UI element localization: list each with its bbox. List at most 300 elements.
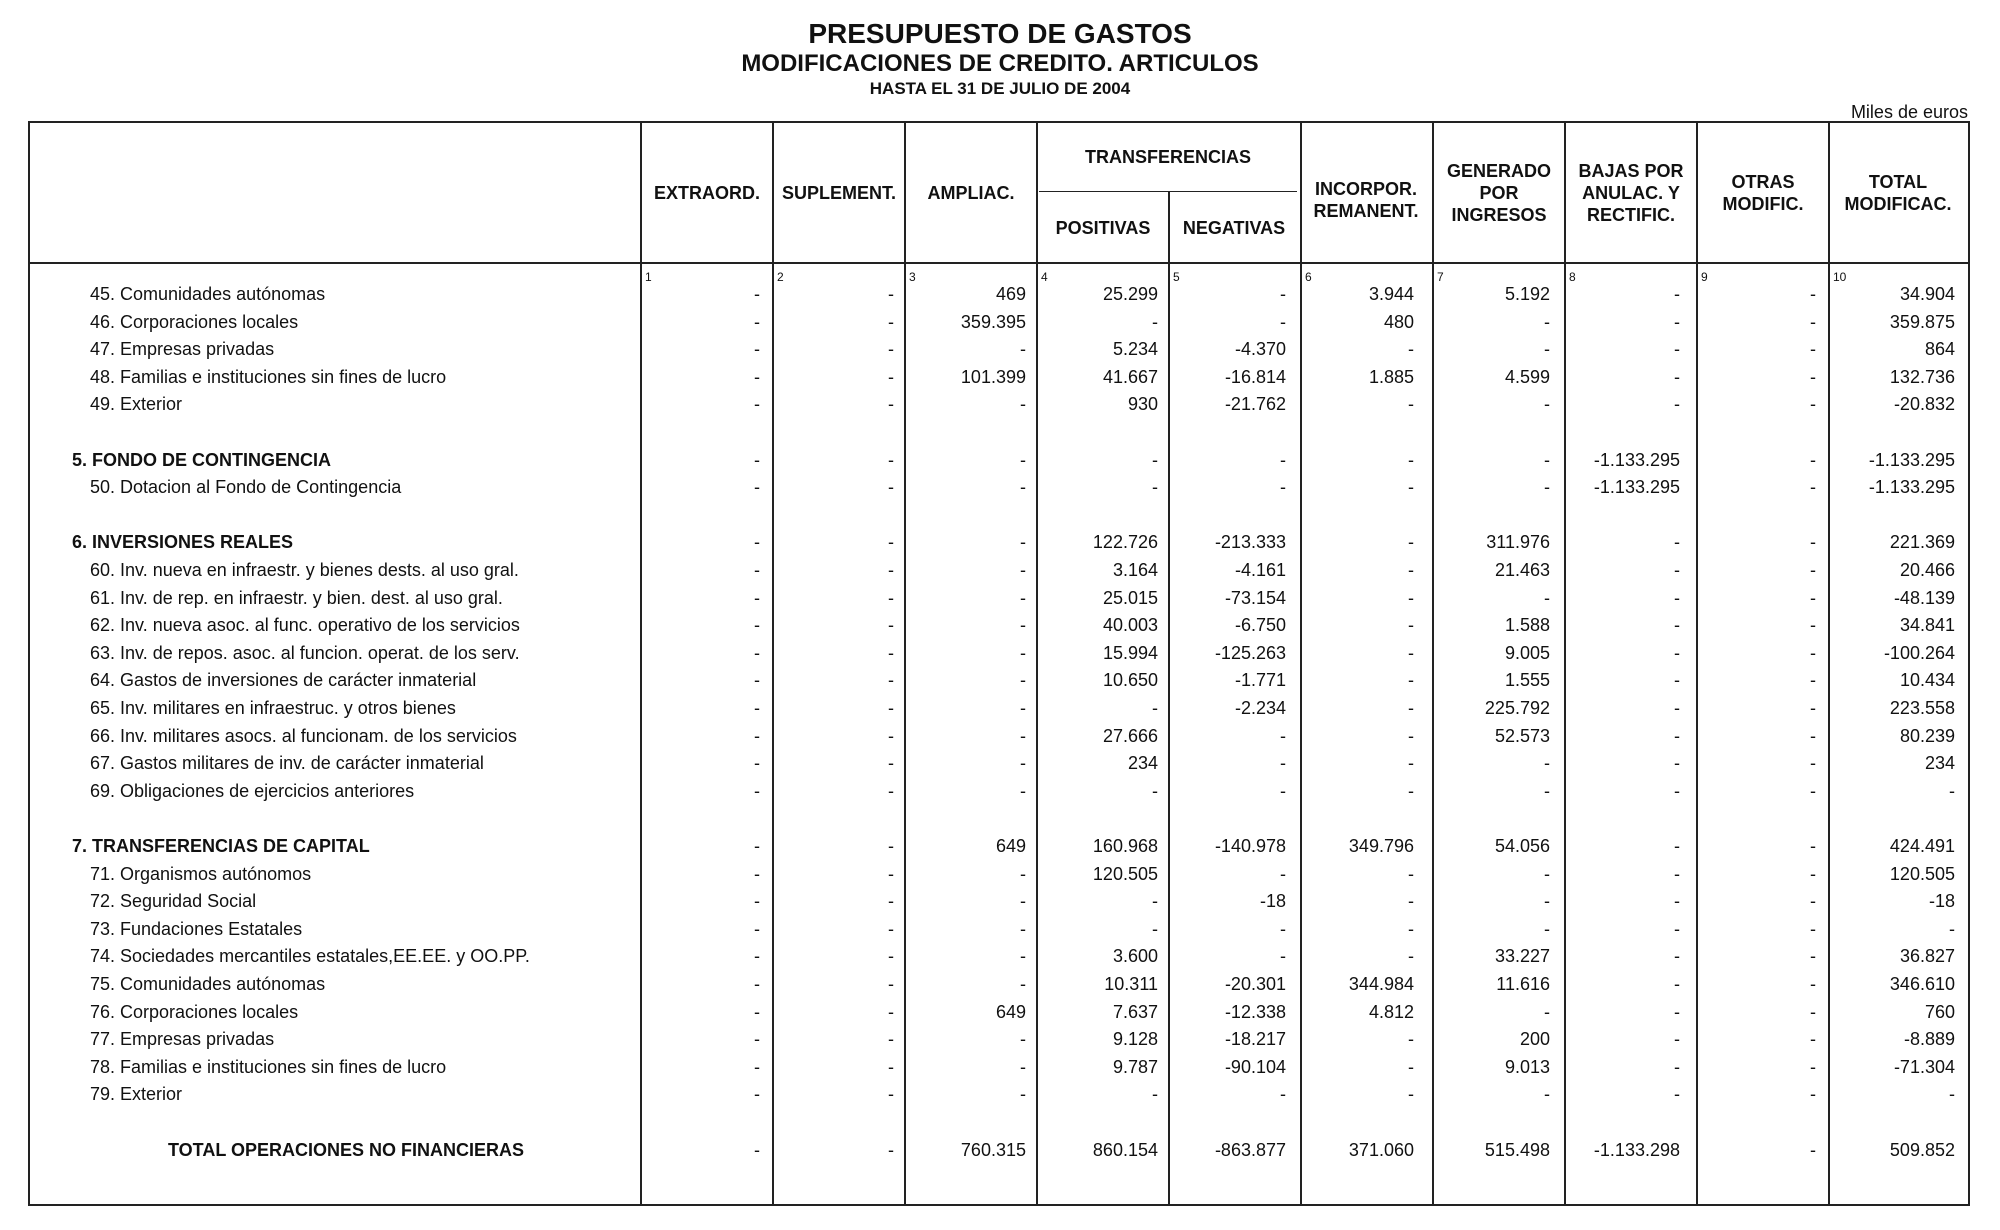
cell-value: -: [888, 532, 894, 552]
cell-value: 25.015: [1102, 588, 1158, 608]
cell-value: -: [1674, 284, 1680, 304]
cell-value: -: [1408, 726, 1414, 746]
cell-value: -: [1810, 1057, 1816, 1077]
cell-value: 649: [995, 836, 1026, 856]
table-row: [30, 861, 1972, 888]
cell-value: 860.154: [1092, 1140, 1158, 1160]
cell-value: -: [1674, 670, 1680, 690]
cell-value: -: [1280, 781, 1286, 801]
cell-value: -: [1544, 339, 1550, 359]
cell-value: 34.841: [1899, 615, 1955, 635]
cell-value: 234: [1127, 753, 1158, 773]
row-label: 46. Corporaciones locales: [90, 312, 299, 332]
cell-value: -: [1544, 394, 1550, 414]
cell-value: -12.338: [1224, 1002, 1286, 1022]
cell-value: 27.666: [1102, 726, 1158, 746]
cell-value: -: [1810, 1140, 1816, 1160]
row-label: 75. Comunidades autónomas: [90, 974, 326, 994]
cell-value: -73.154: [1224, 588, 1286, 608]
cell-value: -: [1810, 367, 1816, 387]
row-label: 62. Inv. nueva asoc. al func. operativo de los servicios: [90, 615, 520, 635]
cell-value: 649: [995, 1002, 1026, 1022]
table-row: [30, 999, 1972, 1026]
cell-value: -4.370: [1234, 339, 1286, 359]
cell-value: -: [888, 588, 894, 608]
cell-value: 359.875: [1889, 312, 1955, 332]
cell-value: 349.796: [1348, 836, 1414, 856]
table-row: [30, 364, 1972, 391]
cell-value: -: [1280, 726, 1286, 746]
cell-value: -: [1280, 1084, 1286, 1104]
cell-value: -21.762: [1224, 394, 1286, 414]
cell-value: -: [754, 477, 760, 497]
cell-value: -: [1408, 532, 1414, 552]
cell-value: 160.968: [1092, 836, 1158, 856]
row-label: 67. Gastos militares de inv. de carácter inmaterial: [90, 753, 484, 773]
cell-value: -16.814: [1224, 367, 1286, 387]
cell-value: 359.395: [960, 312, 1026, 332]
cell-value: -: [754, 891, 760, 911]
header-bottom-rule: [30, 262, 1970, 264]
table-row: [30, 1137, 1972, 1164]
cell-value: -: [1949, 781, 1955, 801]
cell-value: -: [1020, 450, 1026, 470]
cell-value: 3.164: [1112, 560, 1158, 580]
cell-value: -: [888, 339, 894, 359]
cell-value: 21.463: [1494, 560, 1550, 580]
cell-value: -: [1408, 946, 1414, 966]
cell-value: -: [754, 753, 760, 773]
cell-value: -: [1544, 1002, 1550, 1022]
cell-value: -: [1020, 753, 1026, 773]
cell-value: -: [1810, 394, 1816, 414]
table-row: [30, 833, 1972, 860]
row-label: 79. Exterior: [90, 1084, 183, 1104]
cell-value: -: [754, 698, 760, 718]
cell-value: -: [1810, 726, 1816, 746]
cell-value: -: [888, 477, 894, 497]
cell-value: 311.976: [1486, 532, 1550, 552]
cell-value: -1.133.295: [1868, 477, 1955, 497]
cell-value: -: [1408, 864, 1414, 884]
cell-value: -: [1674, 1057, 1680, 1077]
cell-value: -18: [1259, 891, 1286, 911]
table-row: [30, 309, 1972, 336]
table-row: [30, 778, 1972, 805]
cell-value: -: [1810, 450, 1816, 470]
cell-value: -: [1674, 864, 1680, 884]
cell-value: -: [1674, 698, 1680, 718]
cell-value: 36.827: [1899, 946, 1955, 966]
cell-value: -: [1674, 532, 1680, 552]
cell-value: -: [1810, 864, 1816, 884]
cell-value: -: [1020, 698, 1026, 718]
report-titles: [0, 18, 2000, 100]
cell-value: 760: [1924, 1002, 1955, 1022]
budget-table: [28, 121, 1970, 1206]
cell-value: -: [888, 836, 894, 856]
cell-value: 930: [1127, 394, 1158, 414]
report-date-line: HASTA EL 31 DE JULIO DE 2004: [869, 79, 1131, 98]
cell-value: -: [1810, 312, 1816, 332]
cell-value: -: [1280, 864, 1286, 884]
row-label: 49. Exterior: [90, 394, 183, 414]
cell-value: 4.599: [1504, 367, 1550, 387]
cell-value: -: [888, 891, 894, 911]
cell-value: 509.852: [1889, 1140, 1955, 1160]
cell-value: 34.904: [1899, 284, 1955, 304]
table-row: [30, 281, 1972, 308]
cell-value: -: [1408, 643, 1414, 663]
cell-value: -: [888, 1057, 894, 1077]
row-label: 48. Familias e instituciones sin fines de lucro: [90, 367, 447, 387]
cell-value: -: [1280, 946, 1286, 966]
cell-value: -: [1280, 450, 1286, 470]
cell-value: -1.133.295: [1593, 477, 1680, 497]
cell-value: -: [888, 974, 894, 994]
cell-value: -: [754, 1140, 760, 1160]
cell-value: -: [888, 643, 894, 663]
col-header-ampliac: AMPLIAC.: [927, 182, 1015, 203]
cell-value: -: [1020, 532, 1026, 552]
cell-value: -: [754, 726, 760, 746]
cell-value: -: [754, 588, 760, 608]
cell-value: -: [1674, 974, 1680, 994]
row-label: 71. Organismos autónomos: [90, 864, 312, 884]
cell-value: -: [1020, 339, 1026, 359]
cell-value: 10.311: [1104, 974, 1158, 994]
cell-value: -: [888, 946, 894, 966]
cell-value: -: [1674, 312, 1680, 332]
cell-value: -: [1674, 946, 1680, 966]
cell-value: -863.877: [1214, 1140, 1286, 1160]
cell-value: 33.227: [1494, 946, 1550, 966]
cell-value: 101.399: [960, 367, 1026, 387]
cell-value: 515.498: [1484, 1140, 1550, 1160]
cell-value: -: [888, 615, 894, 635]
cell-value: -: [1020, 864, 1026, 884]
cell-value: -: [754, 781, 760, 801]
col-header-generado: GENERADO POR INGRESOS: [1446, 160, 1551, 225]
cell-value: -: [1810, 919, 1816, 939]
cell-value: -: [1020, 1029, 1026, 1049]
cell-value: 371.060: [1348, 1140, 1414, 1160]
cell-value: -: [1280, 284, 1286, 304]
cell-value: -: [1674, 588, 1680, 608]
cell-value: -: [1674, 891, 1680, 911]
cell-value: -: [1544, 919, 1550, 939]
row-label: 7. TRANSFERENCIAS DE CAPITAL: [72, 836, 370, 856]
cell-value: -18.217: [1224, 1029, 1286, 1049]
table-row: [30, 640, 1972, 667]
cell-value: 3.944: [1368, 284, 1414, 304]
cell-value: -: [1810, 615, 1816, 635]
cell-value: -1.771: [1234, 670, 1286, 690]
cell-value: -: [1408, 394, 1414, 414]
cell-value: -: [1674, 1084, 1680, 1104]
cell-value: 7.637: [1112, 1002, 1158, 1022]
cell-value: -: [1280, 312, 1286, 332]
row-label: 50. Dotacion al Fondo de Contingencia: [90, 477, 402, 497]
cell-value: -: [754, 946, 760, 966]
cell-value: -: [1408, 615, 1414, 635]
table-row: [30, 585, 1972, 612]
cell-value: 10.650: [1102, 670, 1158, 690]
cell-value: -125.263: [1214, 643, 1286, 663]
cell-value: -: [888, 560, 894, 580]
table-row: [30, 667, 1972, 694]
cell-value: 200: [1519, 1029, 1550, 1049]
cell-value: -100.264: [1883, 643, 1955, 663]
column-number: 8: [1569, 270, 1576, 284]
table-row: [30, 529, 1972, 556]
cell-value: -: [1544, 891, 1550, 911]
cell-value: 10.434: [1899, 670, 1955, 690]
cell-value: -: [1020, 588, 1026, 608]
cell-value: 864: [1924, 339, 1955, 359]
cell-value: 221.369: [1889, 532, 1955, 552]
cell-value: -: [1674, 753, 1680, 773]
table-row: [30, 391, 1972, 418]
cell-value: -48.139: [1893, 588, 1955, 608]
cell-value: -: [1280, 477, 1286, 497]
cell-value: -: [1544, 753, 1550, 773]
cell-value: 54.056: [1494, 836, 1550, 856]
cell-value: 344.984: [1348, 974, 1414, 994]
cell-value: 223.558: [1889, 698, 1955, 718]
table-row: [30, 1054, 1972, 1081]
cell-value: 9.005: [1504, 643, 1550, 663]
cell-value: 132.736: [1889, 367, 1955, 387]
cell-value: 760.315: [960, 1140, 1026, 1160]
cell-value: -: [1408, 588, 1414, 608]
table-row: [30, 723, 1972, 750]
cell-value: -: [1674, 781, 1680, 801]
cell-value: -: [754, 1084, 760, 1104]
row-label: 72. Seguridad Social: [90, 891, 257, 911]
cell-value: -: [1810, 1084, 1816, 1104]
cell-value: -: [1152, 477, 1158, 497]
cell-value: -: [1152, 919, 1158, 939]
cell-value: -: [1408, 339, 1414, 359]
cell-value: -: [754, 560, 760, 580]
cell-value: 25.299: [1102, 284, 1158, 304]
row-label: 60. Inv. nueva en infraestr. y bienes dests. al uso gral.: [90, 560, 519, 580]
row-label: 76. Corporaciones locales: [90, 1002, 299, 1022]
cell-value: -: [1544, 1084, 1550, 1104]
cell-value: -: [1020, 919, 1026, 939]
row-label: 65. Inv. militares en infraestruc. y otros bienes: [90, 698, 456, 718]
cell-value: -: [754, 1057, 760, 1077]
cell-value: -: [1408, 450, 1414, 470]
column-number: 9: [1701, 270, 1708, 284]
table-row: [30, 1026, 1972, 1053]
cell-value: -: [754, 284, 760, 304]
cell-value: -: [888, 394, 894, 414]
cell-value: -: [1020, 891, 1026, 911]
cell-value: -: [1810, 1002, 1816, 1022]
cell-value: 9.787: [1112, 1057, 1158, 1077]
cell-value: -: [1674, 615, 1680, 635]
table-row: [30, 695, 1972, 722]
row-label: 66. Inv. militares asocs. al funcionam. de los servicios: [90, 726, 517, 746]
cell-value: -: [1020, 477, 1026, 497]
row-label: 73. Fundaciones Estatales: [90, 919, 303, 939]
cell-value: -: [888, 284, 894, 304]
cell-value: -: [1810, 891, 1816, 911]
cell-value: -: [888, 670, 894, 690]
cell-value: -: [1810, 339, 1816, 359]
cell-value: -: [1280, 753, 1286, 773]
column-number: 5: [1173, 270, 1180, 284]
cell-value: -: [1810, 974, 1816, 994]
cell-value: -: [888, 698, 894, 718]
row-label: 74. Sociedades mercantiles estatales,EE.EE. y OO.PP.: [90, 946, 530, 966]
cell-value: -: [754, 532, 760, 552]
cell-value: 1.555: [1504, 670, 1550, 690]
col-header-total: TOTAL MODIFICAC.: [1844, 171, 1952, 214]
table-row: [30, 916, 1972, 943]
table-row: [30, 971, 1972, 998]
cell-value: -: [1949, 1084, 1955, 1104]
cell-value: -: [1810, 670, 1816, 690]
cell-value: -: [1408, 560, 1414, 580]
cell-value: -: [1020, 1057, 1026, 1077]
cell-value: -1.133.298: [1593, 1140, 1680, 1160]
table-row: [30, 750, 1972, 777]
cell-value: -: [754, 643, 760, 663]
cell-value: -: [1020, 560, 1026, 580]
cell-value: -: [754, 312, 760, 332]
row-label: 45. Comunidades autónomas: [90, 284, 326, 304]
cell-value: -: [1408, 1057, 1414, 1077]
row-label: 6. INVERSIONES REALES: [72, 532, 294, 552]
cell-value: -: [888, 367, 894, 387]
cell-value: -: [754, 670, 760, 690]
cell-value: 80.239: [1899, 726, 1955, 746]
cell-value: -: [888, 753, 894, 773]
cell-value: 3.600: [1112, 946, 1158, 966]
cell-value: -: [1544, 864, 1550, 884]
cell-value: -20.832: [1893, 394, 1955, 414]
row-label: 5. FONDO DE CONTINGENCIA: [72, 450, 332, 470]
cell-value: -: [1544, 477, 1550, 497]
cell-value: -: [1810, 753, 1816, 773]
cell-value: -4.161: [1234, 560, 1286, 580]
cell-value: -: [754, 339, 760, 359]
table-row: [30, 1081, 1972, 1108]
cell-value: -: [1020, 946, 1026, 966]
cell-value: -: [1408, 1084, 1414, 1104]
column-number: 3: [909, 270, 916, 284]
cell-value: -: [888, 919, 894, 939]
cell-value: -: [1674, 836, 1680, 856]
cell-value: -: [754, 1029, 760, 1049]
cell-value: -140.978: [1214, 836, 1286, 856]
cell-value: 52.573: [1494, 726, 1550, 746]
cell-value: 41.667: [1102, 367, 1158, 387]
row-label: 64. Gastos de inversiones de carácter inmaterial: [90, 670, 477, 690]
cell-value: 5.192: [1504, 284, 1550, 304]
cell-value: -: [754, 836, 760, 856]
cell-value: -: [1408, 919, 1414, 939]
cell-value: -: [1810, 588, 1816, 608]
table-row: [30, 943, 1972, 970]
cell-value: -: [1674, 919, 1680, 939]
cell-value: -: [1020, 726, 1026, 746]
cell-value: -: [1810, 1029, 1816, 1049]
cell-value: -: [888, 726, 894, 746]
cell-value: 120.505: [1889, 864, 1955, 884]
row-label: TOTAL OPERACIONES NO FINANCIERAS: [168, 1140, 525, 1160]
row-label: 63. Inv. de repos. asoc. al funcion. operat. de los serv.: [90, 643, 520, 663]
cell-value: -: [888, 1084, 894, 1104]
cell-value: -: [888, 450, 894, 470]
cell-value: -1.133.295: [1593, 450, 1680, 470]
cell-value: -: [1020, 670, 1026, 690]
table-row: [30, 557, 1972, 584]
cell-value: -: [1544, 588, 1550, 608]
cell-value: -: [1810, 477, 1816, 497]
table-row: [30, 888, 1972, 915]
cell-value: -: [1152, 1084, 1158, 1104]
cell-value: -: [1810, 560, 1816, 580]
cell-value: -: [1020, 974, 1026, 994]
cell-value: -: [1810, 698, 1816, 718]
cell-value: -: [1674, 643, 1680, 663]
cell-value: 20.466: [1899, 560, 1955, 580]
cell-value: -: [1408, 698, 1414, 718]
cell-value: -: [754, 394, 760, 414]
cell-value: -: [888, 864, 894, 884]
cell-value: -: [1020, 615, 1026, 635]
cell-value: -: [1152, 781, 1158, 801]
col-header-incorpor: INCORPOR. REMANENT.: [1313, 178, 1419, 221]
col-header-transferencias: TRANSFERENCIAS: [1084, 147, 1251, 167]
report-title: PRESUPUESTO DE GASTOS: [808, 18, 1192, 49]
cell-value: -20.301: [1224, 974, 1286, 994]
column-number: 2: [777, 270, 784, 284]
cell-value: -: [1674, 394, 1680, 414]
col-header-suplement: SUPLEMENT.: [781, 182, 896, 203]
cell-value: -: [1544, 450, 1550, 470]
cell-value: -: [1020, 643, 1026, 663]
cell-value: -: [1152, 312, 1158, 332]
cell-value: -: [1810, 946, 1816, 966]
row-label: 47. Empresas privadas: [90, 339, 275, 359]
row-label: 78. Familias e instituciones sin fines de lucro: [90, 1057, 447, 1077]
row-label: 77. Empresas privadas: [90, 1029, 275, 1049]
cell-value: -8.889: [1903, 1029, 1955, 1049]
cell-value: -: [888, 1140, 894, 1160]
cell-value: -: [1152, 698, 1158, 718]
cell-value: -: [1544, 781, 1550, 801]
cell-value: -: [1544, 312, 1550, 332]
cell-value: -2.234: [1234, 698, 1286, 718]
cell-value: -: [1408, 753, 1414, 773]
cell-value: -: [1020, 394, 1026, 414]
col-header-bajas: BAJAS POR ANULAC. Y RECTIFIC.: [1578, 160, 1684, 225]
units-label: Miles de euros: [1850, 102, 1968, 122]
row-label: 61. Inv. de rep. en infraestr. y bien. dest. al uso gral.: [90, 588, 503, 608]
cell-value: 11.616: [1496, 974, 1550, 994]
cell-value: -: [1674, 726, 1680, 746]
cell-value: 346.610: [1889, 974, 1955, 994]
cell-value: -: [1408, 891, 1414, 911]
cell-value: -: [1810, 836, 1816, 856]
column-number: 4: [1041, 270, 1048, 284]
cell-value: -: [1810, 532, 1816, 552]
